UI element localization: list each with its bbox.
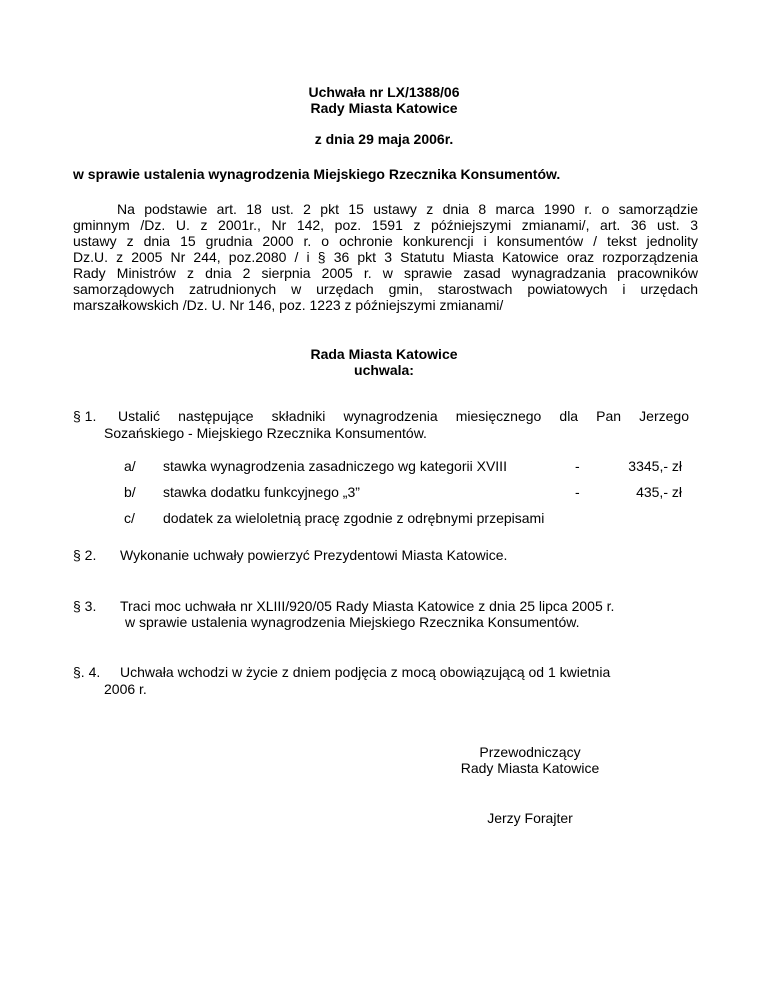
resolves-verb: uchwala: [354, 362, 414, 378]
signature-name: Jerzy Forajter [487, 810, 573, 826]
paragraph-4-marker: §. 4. [73, 664, 101, 680]
item-text: stawka dodatku funkcyjnego „3” [163, 484, 360, 500]
item-dash: - [575, 458, 580, 474]
item-text: dodatek za wieloletnią pracę zgodnie z odrębnymi przepisami [163, 510, 545, 526]
resolves-council: Rada Miasta Katowice [310, 346, 458, 362]
preamble [73, 201, 698, 313]
resolution-date: z dnia 29 maja 2006r. [314, 131, 454, 147]
paragraph-1-line: Sozańskiego - Miejskiego Rzecznika Konsumentów. [104, 425, 427, 441]
preamble-line: marszałkowskich /Dz. U. Nr 146, poz. 1223 z późniejszymi zmianami/ [73, 297, 504, 313]
paragraph-1-marker: § 1. [73, 408, 97, 424]
item-text: stawka wynagrodzenia zasadniczego wg kategorii XVIII [163, 458, 507, 474]
resolution-subject: w sprawie ustalenia wynagrodzenia Miejskiego Rzecznika Konsumentów. [73, 166, 561, 182]
item-amount: 3345,- zł [628, 458, 682, 474]
preamble-line: Rady Ministrów z dnia 2 sierpnia 2005 r. w sprawie zasad wynagradzania pracowników [73, 265, 698, 281]
signature-title: Przewodniczący [479, 744, 581, 760]
preamble-line: samorządowych zatrudnionych w urzędach gmin, starostwach powiatowych i urzędach [73, 281, 698, 297]
item-letter: c/ [124, 510, 135, 526]
paragraph-2-text: Wykonanie uchwały powierzyć Prezydentowi Miasta Katowice. [120, 547, 508, 563]
signature-council: Rady Miasta Katowice [460, 760, 600, 776]
item-dash: - [575, 484, 580, 500]
preamble-line: ustawy z dnia 15 grudnia 2000 r. o ochronie konkurencji i konsumentów / tekst jednolity [73, 233, 698, 249]
council-name: Rady Miasta Katowice [310, 100, 458, 116]
preamble-line: Na podstawie art. 18 ust. 2 pkt 15 ustawy z dnia 8 marca 1990 r. o samorządzie [117, 201, 698, 217]
paragraph-4-line: 2006 r. [104, 681, 147, 697]
preamble-line: Dz.U. z 2005 Nr 244, poz.2080 / i § 36 pkt 3 Statutu Miasta Katowice oraz rozporządzenia [73, 249, 698, 265]
item-letter: b/ [124, 484, 136, 500]
item-amount: 435,- zł [636, 484, 682, 500]
paragraph-3-marker: § 3. [73, 598, 97, 614]
paragraph-3-line: w sprawie ustalenia wynagrodzenia Miejskiego Rzecznika Konsumentów. [125, 614, 580, 630]
paragraph-1-line: Ustalić następujące składniki wynagrodzenia miesięcznego dla Pan Jerzego [118, 408, 689, 424]
paragraph-2-marker: § 2. [73, 547, 97, 563]
paragraph-3-line: Traci moc uchwała nr XLIII/920/05 Rady Miasta Katowice z dnia 25 lipca 2005 r. [120, 598, 615, 614]
preamble-line: gminnym /Dz. U. z 2001r., Nr 142, poz. 1591 z późniejszymi zmianami/, art. 36 ust. 3 [73, 217, 698, 233]
item-letter: a/ [124, 458, 136, 474]
paragraph-4-line: Uchwała wchodzi w życie z dniem podjęcia z mocą obowiązującą od 1 kwietnia [120, 664, 611, 680]
resolution-number: Uchwała nr LX/1388/06 [308, 84, 460, 100]
